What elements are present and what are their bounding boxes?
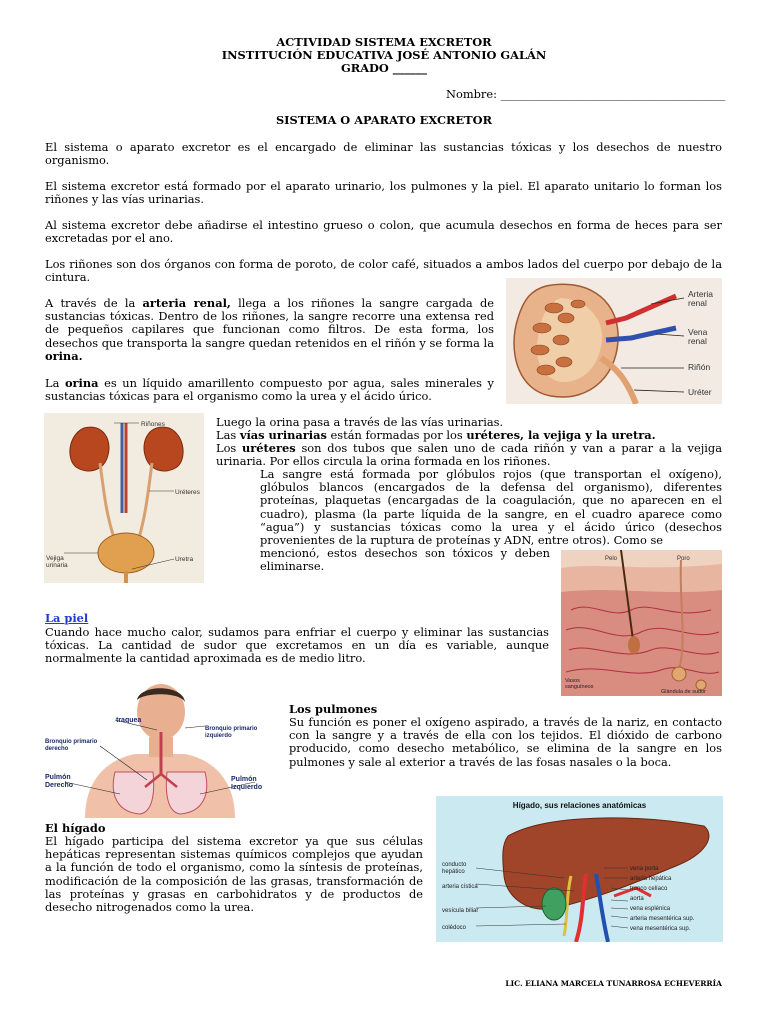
paragraph-3: Al sistema excretor debe añadirse el intestino grueso o colon, que acumula desechos en forma de heces para ser excretadas por el ano. bbox=[45, 218, 722, 246]
liver-figure-title: Hígado, sus relaciones anatómicas bbox=[512, 801, 647, 810]
urinary-figure bbox=[44, 413, 204, 583]
paragraph-4: Los riñones son dos órganos con forma de poroto, de color café, situados a ambos lados del cuerpo por debajo de la cintura. bbox=[45, 257, 722, 285]
lungs-label-left-bronchus: Bronquio primario izquierdo bbox=[205, 726, 258, 739]
liver-title: El hígado bbox=[45, 821, 106, 835]
blood-paragraph-end: mencionó, estos desechos son tóxicos y deben eliminarse. bbox=[260, 546, 550, 574]
liver-label-aorta: aorta bbox=[630, 896, 644, 902]
kidney-label-vein: Vena renal bbox=[688, 327, 708, 346]
lungs-paragraph: Su función es poner el oxígeno aspirado, a través de la nariz, en contacto con la sangre y a través de ella con los tejidos. El dióxido de carbono producido, como desecho metabólico, se elimina de la sangre en los pulmones y sale al exterior a través de las fosas nasales o la boca. bbox=[289, 715, 722, 769]
paragraph-1: El sistema o aparato excretor es el encargado de eliminar las sustancias tóxicas y los desechos de nuestro organismo. bbox=[45, 140, 722, 168]
liver-label-portal-vein: vena porta bbox=[630, 866, 659, 872]
liver-label-splenic-vein: vena esplénica bbox=[630, 906, 671, 912]
lungs-label-right-lung: Pulmón Derecho bbox=[45, 774, 74, 789]
lungs-label-right-bronchus: Bronquio primario derecho bbox=[45, 739, 98, 752]
header-line-3: GRADO ______ bbox=[341, 61, 427, 75]
kidney-label-ureter: Uréter bbox=[688, 387, 712, 397]
liver-label-celiac-trunk: tronco celíaco bbox=[630, 886, 668, 892]
skin-figure bbox=[561, 550, 722, 696]
urinary-label-ureters: Uréteres bbox=[175, 489, 200, 496]
liver-label-sup-mesenteric-vein: vena mesentérica sup. bbox=[630, 926, 691, 932]
footer-author: LIC. ELIANA MARCELA TUNARROSA ECHEVERRÍA bbox=[505, 979, 722, 988]
urinary-label-bladder: Vejiga urinaria bbox=[46, 555, 68, 569]
liver-label-sup-mesenteric-artery: arteria mesentérica sup. bbox=[630, 916, 695, 922]
kidney-figure bbox=[506, 278, 722, 404]
skin-label-pore: Poro bbox=[677, 556, 690, 562]
header-line-1: ACTIVIDAD SISTEMA EXCRETOR bbox=[276, 35, 492, 49]
lungs-title: Los pulmones bbox=[289, 702, 378, 716]
kidney-label-kidney: Riñón bbox=[688, 362, 711, 372]
lungs-label-left-lung: Pulmón Izquierdo bbox=[231, 776, 263, 791]
header-line-2: INSTITUCIÓN EDUCATIVA JOSÉ ANTONIO GALÁN bbox=[221, 48, 547, 62]
urinary-line-2: Las vías urinarias están formadas por los uréteres, la vejiga y la uretra. bbox=[216, 428, 656, 442]
liver-label-bile-duct: colédoco bbox=[442, 925, 467, 931]
urinary-line-1: Luego la orina pasa a través de las vías urinarias. bbox=[216, 415, 504, 429]
liver-labels-right bbox=[630, 864, 723, 934]
liver-label-cystic-artery: arteria cística bbox=[442, 884, 478, 890]
skin-label-gland: Glándula de sudor bbox=[661, 689, 706, 695]
paragraph-2: El sistema excretor está formado por el aparato urinario, los pulmones y la piel. El aparato unitario lo forman los riñones y las vías urinarias. bbox=[45, 179, 722, 207]
lungs-label-trachea: traquea bbox=[116, 717, 142, 724]
urinary-label-urethra: Uretra bbox=[175, 556, 194, 563]
skin-title-link[interactable]: La piel bbox=[45, 611, 89, 625]
liver-label-hepatic-duct: conducto hepático bbox=[442, 862, 467, 875]
name-field bbox=[446, 88, 725, 101]
paragraph-renal-artery: A través de la arteria renal, llega a los riñones la sangre cargada de sustancias tóxicas. Dentro de los riñones, la sangre recorre una extensa red de pequeños capilares que funcionan como filtros. De esta forma, los desechos que transporta la sangre quedan retenidos en el riñón y se forma la orina. bbox=[45, 296, 494, 363]
paragraph-urine: La orina es un líquido amarillento compuesto por agua, sales minerales y sustancias tóxicas para el organismo como la urea y el ácido úrico. bbox=[45, 376, 494, 404]
blood-paragraph: La sangre está formada por glóbulos rojos (que transportan el oxígeno), glóbulos blancos (encargados de la defensa del organismo), diferentes proteínas, plaquetas (encargadas de la coagulación, que no aparecen en el cuadro), plasma (la parte líquida de la sangre, en el cuadro aparece como “agua”) y sustancias tóxicas como la urea y el ácido úrico (desechos provenientes de la ruptura de proteínas y ADN, entre otros). Como se bbox=[260, 467, 722, 548]
lungs-figure bbox=[45, 682, 275, 818]
liver-paragraph: El hígado participa del sistema excretor ya que sus células hepáticas representan sistemas químicos complejos que ayudan a la función de todo el organismo, como la síntesis de proteínas, modificación de la composición de las grasas, transformación de las proteínas y grasas en carbohidratos y de productos de desecho nitrogenados como la urea. bbox=[45, 834, 423, 915]
urinary-label-kidneys: Riñones bbox=[141, 421, 165, 428]
liver-figure bbox=[436, 796, 723, 942]
skin-paragraph: Cuando hace mucho calor, sudamos para enfriar el cuerpo y eliminar las sustancias tóxicas. La cantidad de sudor que excretamos en un día es variable, aunque normalmente la cantidad aproximada es de medio litro. bbox=[45, 625, 549, 666]
skin-label-hair: Pelo bbox=[605, 556, 618, 562]
liver-label-hepatic-artery: arteria hepática bbox=[630, 876, 672, 882]
kidney-label-artery: Arteria renal bbox=[688, 289, 714, 308]
name-label: Nombre: bbox=[446, 87, 497, 101]
name-blank: ____________________________________________ bbox=[500, 87, 725, 101]
urinary-line-3: Los uréteres son dos tubos que salen uno de cada riñón y van a parar a la vejiga urinaria. Por ellos circula la orina formada en los riñones. bbox=[216, 441, 722, 469]
liver-label-gallbladder: vesícula biliar bbox=[442, 908, 479, 914]
page-title: SISTEMA O APARATO EXCRETOR bbox=[275, 113, 493, 127]
skin-label-vessels: Vasos sanguíneos bbox=[565, 678, 594, 690]
